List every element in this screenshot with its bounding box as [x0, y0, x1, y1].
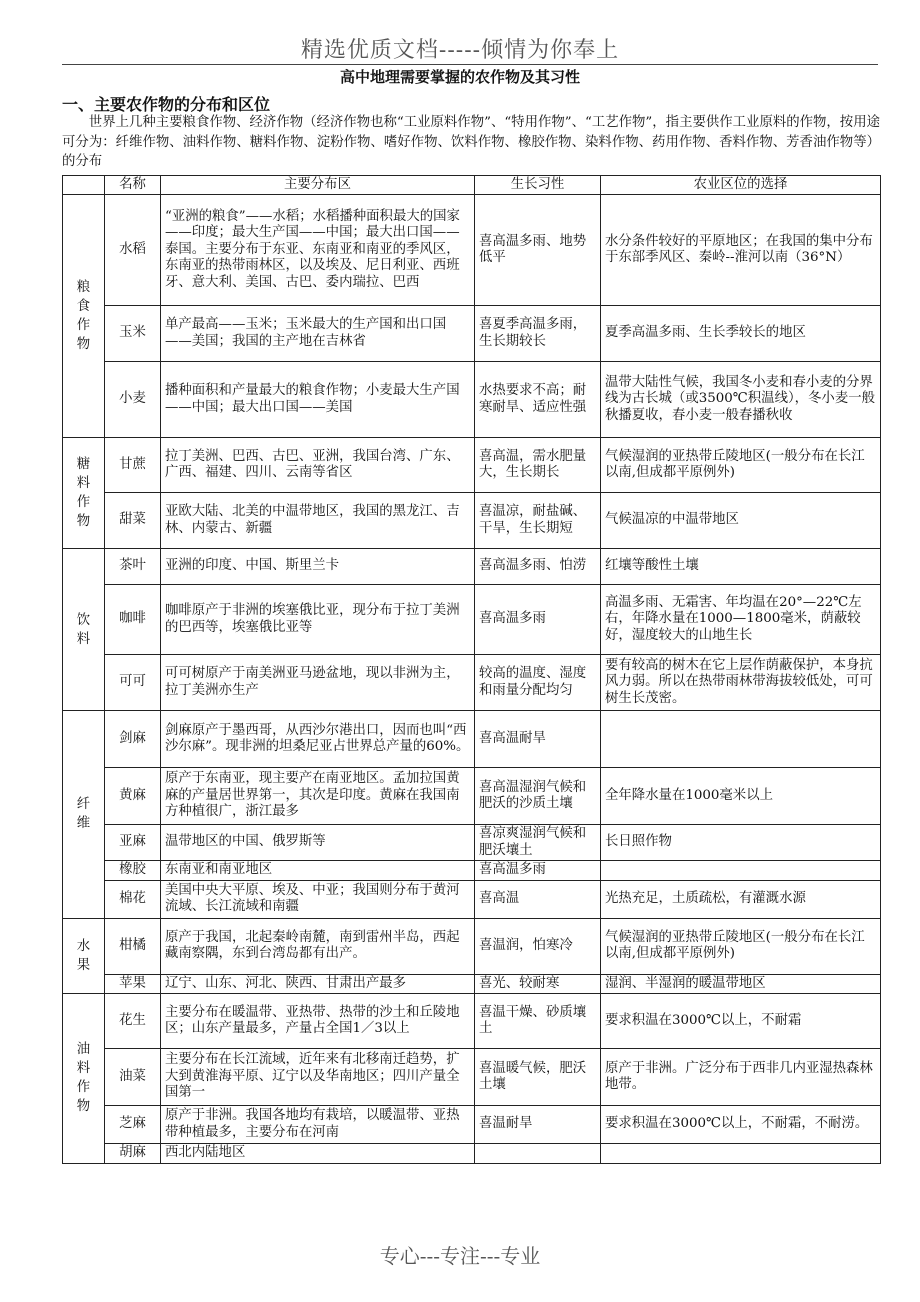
habit-cell: 喜高温多雨、地势低平: [475, 195, 601, 306]
col-header-category: [63, 176, 105, 195]
location-cell: [601, 711, 881, 768]
crop-name-cell: 小麦: [105, 362, 161, 438]
document-title: 高中地理需要掌握的农作物及其习性: [339, 68, 580, 86]
location-cell: 要求积温在3000℃以上，不耐霜: [601, 994, 881, 1049]
footer-text: 专心---专注---专业: [379, 1244, 541, 1268]
table-row: [63, 493, 881, 549]
table-row: [63, 585, 881, 655]
section-heading: 一、主要农作物的分布和区位: [62, 95, 271, 114]
crop-name-cell: 甘蔗: [105, 438, 161, 493]
table-row: [63, 974, 881, 994]
habit-cell: 喜温干燥、砂质壤土: [475, 994, 601, 1049]
crop-name-cell: 油菜: [105, 1049, 161, 1106]
table-row: [63, 918, 881, 974]
table-row: [63, 861, 881, 881]
habit-cell: 较高的温度、湿度和雨量分配均匀: [475, 655, 601, 711]
crop-name-cell: 芝麻: [105, 1106, 161, 1144]
distribution-cell: 原产于非洲。我国各地均有栽培，以暖温带、亚热带种植最多，主要分布在河南: [161, 1106, 475, 1144]
habit-cell: 喜温凉，耐盐碱、干旱，生长期短: [475, 493, 601, 549]
header-banner: 精选优质文档-----倾情为你奉上: [300, 38, 620, 63]
habit-cell: 喜温暖气候，肥沃土壤: [475, 1049, 601, 1106]
distribution-cell: 播种面积和产量最大的粮食作物；小麦最大生产国——中国；最大出口国——美国: [161, 362, 475, 438]
distribution-cell: 可可树原产于南美洲亚马逊盆地，现以非洲为主，拉丁美洲亦生产: [161, 655, 475, 711]
crop-name-cell: 柑橘: [105, 918, 161, 974]
distribution-cell: 原产于我国，北起秦岭南麓，南到雷州半岛，西起藏南察隅，东到台湾岛都有出产。: [161, 918, 475, 974]
location-cell: 原产于非洲。广泛分布于西非几内亚湿热森林地带。: [601, 1049, 881, 1106]
category-cell: [63, 994, 105, 1164]
location-cell: 长日照作物: [601, 825, 881, 861]
distribution-cell: 拉丁美洲、巴西、古巴、亚洲，我国台湾、广东、广西、福建、四川、云南等省区: [161, 438, 475, 493]
location-cell: 气候湿润的亚热带丘陵地区(一般分布在长江以南,但成都平原例外): [601, 918, 881, 974]
distribution-cell: 亚洲的印度、中国、斯里兰卡: [161, 549, 475, 585]
distribution-cell: 辽宁、山东、河北、陕西、甘肃出产最多: [161, 974, 475, 994]
crop-name-cell: 剑麻: [105, 711, 161, 768]
table-row: [63, 880, 881, 918]
distribution-cell: 西北内陆地区: [161, 1144, 475, 1164]
distribution-cell: 剑麻原产于墨西哥，从西沙尔港出口，因而也叫“西沙尔麻”。现非洲的坦桑尼亚占世界总产量的60%。: [161, 711, 475, 768]
table-body: [63, 195, 881, 1164]
crop-name-cell: 水稻: [105, 195, 161, 306]
crop-name-cell: 胡麻: [105, 1144, 161, 1164]
distribution-cell: “亚洲的粮食”——水稻；水稻播种面积最大的国家——印度；最大生产国——中国；最大出口国——泰国。主要分布于东亚、东南亚和南亚的季风区，东南亚的热带雨林区，以及埃及、尼日利亚、西班牙、意大利、美国、古巴、委内瑞拉、巴西: [161, 195, 475, 306]
category-label: 糖料作物: [76, 457, 91, 529]
habit-cell: 喜温润，怕寒冷: [475, 918, 601, 974]
location-cell: 光热充足，土质疏松，有灌溉水源: [601, 880, 881, 918]
crop-name-cell: 棉花: [105, 880, 161, 918]
header-divider: [62, 64, 878, 65]
category-label: 粮食作物: [76, 280, 91, 352]
location-cell: 夏季高温多雨、生长季较长的地区: [601, 306, 881, 362]
location-cell: 要求积温在3000℃以上，不耐霜，不耐涝。: [601, 1106, 881, 1144]
table-row: [63, 549, 881, 585]
crop-name-cell: 亚麻: [105, 825, 161, 861]
table-row: [63, 438, 881, 493]
distribution-cell: 原产于东南亚，现主要产在南亚地区。孟加拉国黄麻的产量居世界第一，其次是印度。黄麻在我国南方种植很广，浙江最多: [161, 768, 475, 825]
location-cell: 水分条件较好的平原地区；在我国的集中分布于东部季风区、秦岭--淮河以南（36°N）: [601, 195, 881, 306]
habit-cell: 喜高温多雨: [475, 861, 601, 881]
crop-name-cell: 苹果: [105, 974, 161, 994]
table-header-row: [63, 176, 881, 195]
table-row: [63, 1049, 881, 1106]
crop-table: [62, 175, 881, 1164]
location-cell: 气候温凉的中温带地区: [601, 493, 881, 549]
habit-cell: 喜温耐旱: [475, 1106, 601, 1144]
distribution-cell: 温带地区的中国、俄罗斯等: [161, 825, 475, 861]
category-cell: [63, 711, 105, 919]
habit-cell: 喜高温，需水肥量大，生长期长: [475, 438, 601, 493]
location-cell: 红壤等酸性土壤: [601, 549, 881, 585]
category-label: 油料作物: [76, 1042, 91, 1115]
category-label: 水果: [76, 938, 91, 973]
table-row: [63, 195, 881, 306]
location-cell: 温带大陆性气候，我国冬小麦和春小麦的分界线为古长城（或3500℃积温线），冬小麦一般秋播夏收，春小麦一般春播秋收: [601, 362, 881, 438]
location-cell: 高温多雨、无霜害、年均温在20°—22℃左右，年降水量在1000—1800毫米，荫蔽较好，湿度较大的山地生长: [601, 585, 881, 655]
distribution-cell: 咖啡原产于非洲的埃塞俄比亚，现分布于拉丁美洲的巴西等，埃塞俄比亚等: [161, 585, 475, 655]
distribution-cell: 主要分布在暖温带、亚热带、热带的沙土和丘陵地区；山东产量最多，产量占全国1／3以上: [161, 994, 475, 1049]
table-row: [63, 655, 881, 711]
distribution-cell: 亚欧大陆、北美的中温带地区，我国的黑龙江、吉林、内蒙古、新疆: [161, 493, 475, 549]
table-row: [63, 1106, 881, 1144]
col-header-distribution: 主要分布区: [161, 176, 475, 195]
table-row: [63, 711, 881, 768]
habit-cell: 喜凉爽湿润气候和肥沃壤土: [475, 825, 601, 861]
distribution-cell: 美国中央大平原、埃及、中亚；我国则分布于黄河流域、长江流域和南疆: [161, 880, 475, 918]
location-cell: [601, 861, 881, 881]
distribution-cell: 主要分布在长江流域，近年来有北移南迁趋势，扩大到黄淮海平原、辽宁以及华南地区；四川产量全国第一: [161, 1049, 475, 1106]
habit-cell: 水热要求不高；耐寒耐旱、适应性强: [475, 362, 601, 438]
table-row: [63, 825, 881, 861]
crop-name-cell: 可可: [105, 655, 161, 711]
table-row: [63, 362, 881, 438]
distribution-cell: 单产最高——玉米；玉米最大的生产国和出口国——美国；我国的主产地在吉林省: [161, 306, 475, 362]
category-cell: [63, 438, 105, 549]
crop-name-cell: 花生: [105, 994, 161, 1049]
category-label: 纤维: [76, 797, 91, 832]
habit-cell: 喜夏季高温多雨，生长期较长: [475, 306, 601, 362]
intro-paragraph: 世界上几种主要粮食作物、经济作物（经济作物也称“工业原料作物”、“特用作物”、“工艺作物”，指主要供作工业原料的作物，按用途可分为：纤维作物、油料作物、糖料作物、淀粉作物、嗜好作物、饮料作物、橡胶作物、染料作物、药用作物、香料作物、芳香油作物等）的分布: [62, 115, 880, 169]
category-cell: [63, 549, 105, 711]
category-cell: [63, 918, 105, 994]
crop-name-cell: 咖啡: [105, 585, 161, 655]
habit-cell: 喜高温多雨: [475, 585, 601, 655]
distribution-cell: 东南亚和南亚地区: [161, 861, 475, 881]
location-cell: 要有较高的树木在它上层作荫蔽保护，本身抗风力弱。所以在热带雨林带海拔较低处，可可树生长茂密。: [601, 655, 881, 711]
location-cell: 气候湿润的亚热带丘陵地区(一般分布在长江以南,但成都平原例外): [601, 438, 881, 493]
habit-cell: 喜高温多雨、怕涝: [475, 549, 601, 585]
crop-name-cell: 橡胶: [105, 861, 161, 881]
habit-cell: 喜高温: [475, 880, 601, 918]
table-row: [63, 306, 881, 362]
col-header-location: 农业区位的选择: [601, 176, 881, 195]
location-cell: [601, 1144, 881, 1164]
col-header-name: 名称: [105, 176, 161, 195]
habit-cell: 喜高温耐旱: [475, 711, 601, 768]
habit-cell: 喜高温湿润气候和肥沃的沙质土壤: [475, 768, 601, 825]
location-cell: 湿润、半湿润的暖温带地区: [601, 974, 881, 994]
crop-name-cell: 甜菜: [105, 493, 161, 549]
crop-name-cell: 玉米: [105, 306, 161, 362]
table-row: [63, 994, 881, 1049]
category-label: 饮料: [76, 612, 91, 647]
habit-cell: 喜光、较耐寒: [475, 974, 601, 994]
crop-name-cell: 茶叶: [105, 549, 161, 585]
col-header-habit: 生长习性: [475, 176, 601, 195]
habit-cell: [475, 1144, 601, 1164]
table-row: [63, 1144, 881, 1164]
crop-name-cell: 黄麻: [105, 768, 161, 825]
category-cell: [63, 195, 105, 438]
location-cell: 全年降水量在1000毫米以上: [601, 768, 881, 825]
table-row: [63, 768, 881, 825]
